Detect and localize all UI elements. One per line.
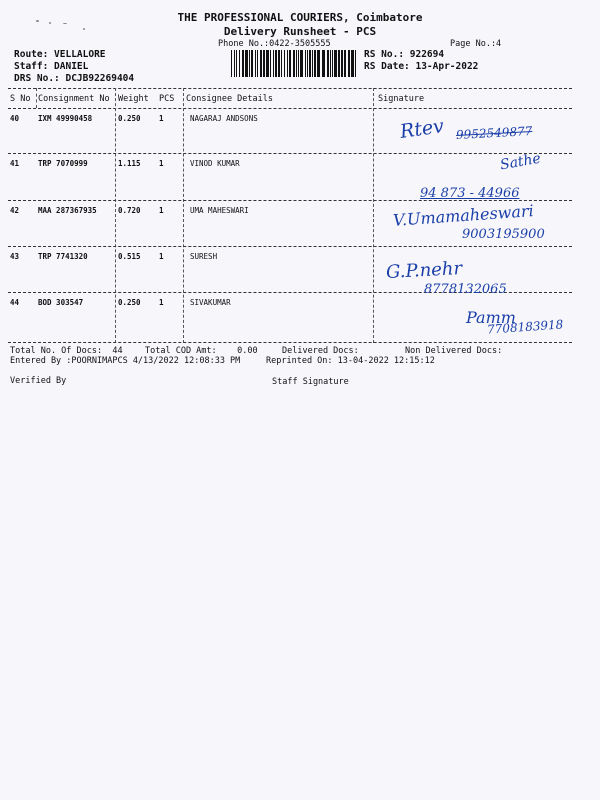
row-consignee: UMA MAHESWARI [190, 206, 249, 215]
reprinted-on: Reprinted On: 13-04-2022 12:15:12 [266, 356, 435, 366]
barcode-bar [327, 50, 329, 77]
barcode-bar [278, 50, 280, 77]
barcode-bar [300, 50, 303, 77]
signature-row-43-name: G.P.nehr [385, 258, 463, 283]
non-delivered-docs: Non Delivered Docs: [405, 346, 503, 356]
column-divider [183, 88, 184, 343]
barcode-bar [236, 50, 237, 77]
column-header-consignee: Consignee Details [186, 94, 273, 104]
barcode-bar [239, 50, 240, 77]
barcode-bar [341, 50, 343, 77]
row-separator [8, 246, 572, 247]
row-consignee: SURESH [190, 252, 218, 261]
barcode-bar [296, 50, 297, 77]
column-header-consignment: Consignment No [38, 94, 110, 104]
rs-number: RS No.: 922694 [364, 49, 445, 60]
barcode-bar [309, 50, 311, 77]
row-sno: 43 [10, 252, 20, 261]
barcode-bar [266, 50, 269, 77]
barcode-bar [305, 50, 306, 77]
row-pcs: 1 [159, 298, 164, 307]
row-consignee: SIVAKUMAR [190, 298, 231, 307]
barcode-bar [245, 50, 248, 77]
signature-row-42-name: V.Umamaheswari [392, 201, 535, 230]
barcode-bar [284, 50, 285, 77]
row-pcs: 1 [159, 159, 164, 168]
total-cod-amount: Total COD Amt: 0.00 [145, 346, 258, 356]
barcode-bar [242, 50, 244, 77]
signature-row-43-phone: 8778132065 [424, 282, 507, 297]
signature-row-44-name: Pamm [466, 308, 516, 327]
barcode-bar [270, 50, 271, 77]
row-sno: 41 [10, 159, 20, 168]
signature-row-40-name: Rtev [398, 115, 446, 143]
row-weight: 0.250 [118, 298, 141, 307]
barcode-bar [255, 50, 256, 77]
column-divider [373, 88, 374, 343]
signature-row-41-phone: 94 873 - 44966 [420, 186, 520, 201]
signature-row-40-phone: 9952549877 [455, 124, 533, 142]
barcode-bar [273, 50, 274, 77]
barcode-bar [322, 50, 325, 77]
row-pcs: 1 [159, 114, 164, 123]
column-divider [36, 88, 37, 108]
signature-row-41-name: Sathe [498, 150, 542, 174]
barcode-bar [289, 50, 291, 77]
header-bottom-rule [8, 108, 572, 109]
entered-by: Entered By :POORNIMAPCS 4/13/2022 12:08:33 PM [10, 356, 241, 366]
barcode-bar [257, 50, 258, 77]
barcode-bar [338, 50, 340, 77]
barcode-bar [234, 50, 235, 77]
staff-signature-label: Staff Signature [272, 377, 349, 387]
route: Route: VELLALORE [14, 49, 106, 60]
row-consignment: TRP 7741320 [38, 252, 88, 261]
row-consignment: TRP 7070999 [38, 159, 88, 168]
barcode-bar [249, 50, 250, 77]
barcode-bar [334, 50, 337, 77]
rs-date: RS Date: 13-Apr-2022 [364, 61, 479, 72]
barcode-bar [263, 50, 265, 77]
total-docs: Total No. Of Docs: 44 [10, 346, 123, 356]
delivered-docs: Delivered Docs: [282, 346, 359, 356]
barcode-bar [314, 50, 316, 77]
row-consignment: MAA 287367935 [38, 206, 97, 215]
barcode-bar [317, 50, 320, 77]
row-consignment: BOD 303547 [38, 298, 84, 307]
page-number: Page No.:4 [450, 39, 502, 49]
barcode-image [231, 50, 356, 77]
row-pcs: 1 [159, 252, 164, 261]
row-consignee: NAGARAJ ANDSONS [190, 114, 258, 123]
document-title: Delivery Runsheet - PCS [223, 25, 377, 38]
barcode-bar [312, 50, 313, 77]
row-pcs: 1 [159, 206, 164, 215]
row-sno: 40 [10, 114, 20, 123]
barcode-bar [260, 50, 262, 77]
phone-number: Phone No.:0422-3505555 [218, 39, 331, 49]
barcode-bar [275, 50, 277, 77]
row-consignment: IXM 49990458 [38, 114, 93, 123]
barcode-bar [231, 50, 232, 77]
barcode-bar [251, 50, 253, 77]
staff: Staff: DANIEL [14, 61, 89, 72]
row-weight: 0.720 [118, 206, 141, 215]
barcode-bar [287, 50, 288, 77]
barcode-bar [330, 50, 331, 77]
signature-row-44-phone: 7708183918 [486, 317, 564, 337]
barcode-bar [332, 50, 333, 77]
column-divider [115, 88, 116, 343]
barcode-bar [351, 50, 354, 77]
company-name: THE PROFESSIONAL COURIERS, Coimbatore [177, 11, 423, 24]
barcode-bar [281, 50, 282, 77]
barcode-bar [355, 50, 356, 77]
row-weight: 0.250 [118, 114, 141, 123]
drs-number: DRS No.: DCJB92269404 [14, 73, 135, 84]
signature-row-42-phone: 9003195900 [462, 227, 545, 242]
row-weight: 1.115 [118, 159, 141, 168]
row-sno: 44 [10, 298, 20, 307]
column-header-pcs: PCS [159, 94, 175, 104]
verified-by: Verified By [10, 376, 67, 386]
row-consignee: VINOD KUMAR [190, 159, 240, 168]
row-separator [8, 153, 572, 154]
column-header-signature: Signature [378, 94, 425, 104]
barcode-bar [348, 50, 350, 77]
row-sno: 42 [10, 206, 20, 215]
row-weight: 0.515 [118, 252, 141, 261]
barcode-bar [293, 50, 295, 77]
column-header-sno: S No [10, 94, 31, 104]
table-bottom-rule [8, 342, 572, 343]
column-header-weight: Weight [118, 94, 149, 104]
barcode-bar [344, 50, 346, 77]
barcode-bar [307, 50, 308, 77]
barcode-bar [298, 50, 299, 77]
table-top-rule [8, 88, 572, 89]
